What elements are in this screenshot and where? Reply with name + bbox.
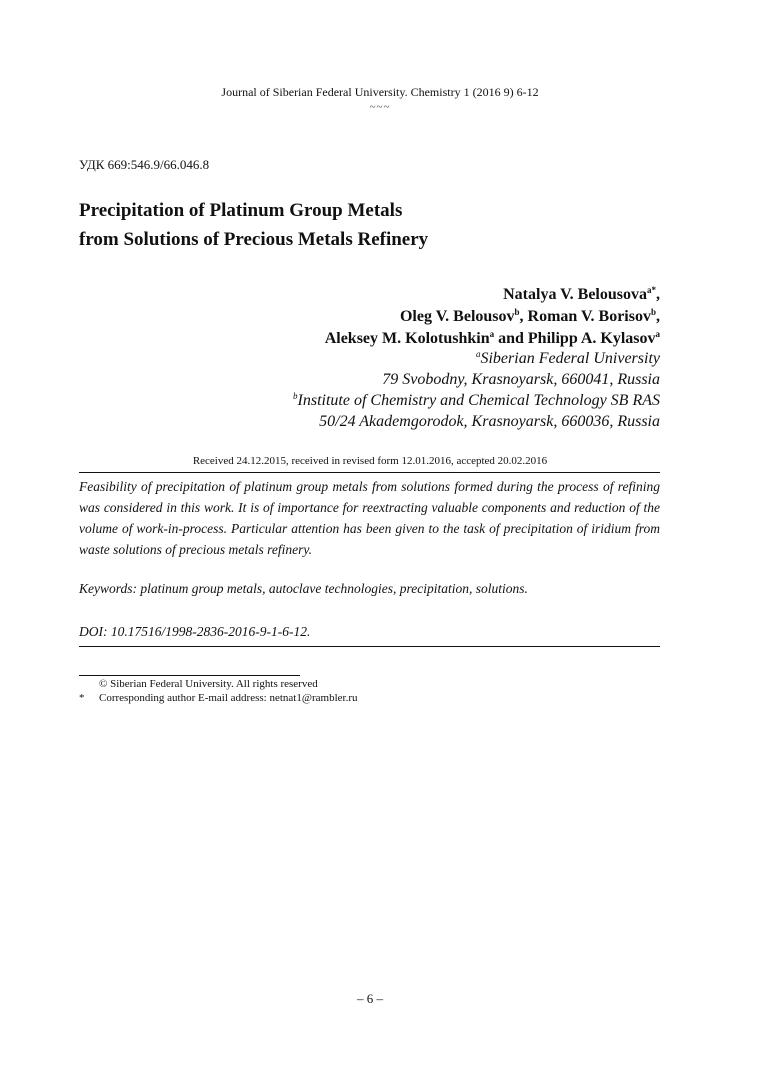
corresponding-text: Corresponding author E-mail address: netnat1@rambler.ru [99, 692, 358, 704]
title-line-1: Precipitation of Platinum Group Metals [79, 200, 403, 221]
paper-title [79, 196, 428, 254]
author-line-1 [325, 284, 660, 306]
title-line-2: from Solutions of Precious Metals Refinery [79, 229, 429, 250]
author-affil-mark: b [650, 307, 656, 317]
affiliation-a-address: 79 Svobodny, Krasnoyarsk, 660041, Russia [382, 371, 660, 388]
affil-mark: a [475, 349, 481, 359]
author-line-3 [325, 328, 660, 350]
received-dates: Received 24.12.2015, received in revised form 12.01.2016, accepted 20.02.2016 [192, 455, 548, 467]
footnote-corresponding [79, 692, 357, 704]
author-list [325, 284, 660, 350]
affiliation-b-address: 50/24 Akademgorodok, Krasnoyarsk, 660036, Russia [319, 413, 660, 430]
author-name: Aleksey M. Kolotushkin [324, 330, 490, 347]
author-affil-mark: a* [647, 285, 656, 295]
author-line-2 [325, 306, 660, 328]
affiliation-b [293, 390, 660, 411]
author-separator: , [519, 308, 528, 325]
author-name: Oleg V. Belousov [399, 308, 515, 325]
author-affil-mark: b [514, 307, 520, 317]
footnote-copyright [79, 678, 318, 690]
affiliations [293, 348, 660, 432]
author-separator: , [656, 286, 660, 303]
abstract-bottom-rule [79, 646, 660, 647]
affil-mark: b [293, 391, 298, 401]
author-name: Natalya V. Belousova [503, 286, 647, 303]
author-separator: and [494, 330, 528, 347]
author-affil-mark: a [489, 329, 495, 339]
author-affil-mark: a [655, 329, 660, 339]
abstract: Feasibility of precipitation of platinum group metals from solutions formed during the process of refining was considered in this work. It is of importance for reextracting valuable components and reduction of the volume of work-in-process. Particular attention has been given to the task of precipitation of iridium from waste solutions of precious metals refinery. [79, 479, 660, 557]
header-ornament: ~~~ [369, 101, 391, 113]
udk-code: УДК 669:546.9/66.046.8 [79, 157, 210, 172]
abstract-top-rule [79, 472, 660, 473]
affiliation-a [293, 348, 660, 369]
doi: DOI: 10.17516/1998-2836-2016-9-1-6-12. [79, 624, 311, 639]
author-name: Roman V. Borisov [527, 308, 651, 325]
keywords: Keywords: platinum group metals, autoclave technologies, precipitation, solutions. [79, 581, 528, 596]
author-separator: , [656, 308, 660, 325]
affil-name: Siberian Federal University [480, 350, 660, 367]
copyright-text: © Siberian Federal University. All rights reserved [99, 678, 318, 690]
author-name: Philipp A. Kylasov [527, 330, 656, 347]
affil-name: Institute of Chemistry and Chemical Technology SB RAS [297, 392, 660, 409]
footnote-rule [79, 675, 300, 676]
journal-header: Journal of Siberian Federal University. Chemistry 1 (2016 9) 6-12 [221, 85, 539, 99]
page-number: – 6 – [357, 991, 383, 1006]
footnote-mark: * [79, 692, 85, 704]
